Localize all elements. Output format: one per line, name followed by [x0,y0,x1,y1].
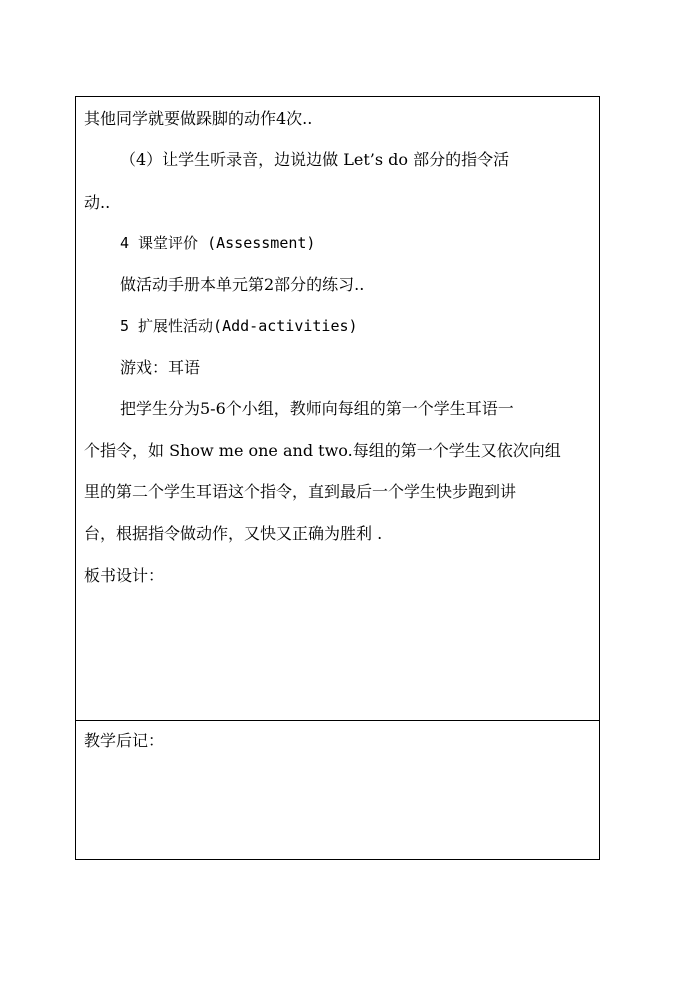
section-heading-add-activities: 5 扩展性活动(Add-activities) [120,317,358,335]
lesson-plan-table [75,96,600,860]
text-line: 动.. [84,193,111,212]
text-line: 游戏：耳语 [120,358,201,377]
lesson-content-cell [76,97,599,721]
text-line: （4）让学生听录音，边说边做 Let’s do 部分的指令活 [120,150,510,169]
text-line: 里的第二个学生耳语这个指令，直到最后一个学生快步跑到讲 [84,482,517,501]
text-line: 其他同学就要做跺脚的动作4次.. [84,109,313,128]
text-line: 做活动手册本单元第2部分的练习.. [120,275,365,294]
reflection-label: 教学后记： [84,731,165,750]
text-line: 个指令，如 Show me one and two.每组的第一个学生又依次向组 [84,441,561,460]
text-line: 台，根据指令做动作，又快又正确为胜利 . [84,524,383,543]
blackboard-design-label: 板书设计： [84,566,165,585]
section-heading-assessment: 4 课堂评价 (Assessment) [120,234,316,252]
text-line: 把学生分为5-6个小组，教师向每组的第一个学生耳语一 [120,399,514,418]
reflection-cell [76,721,599,859]
